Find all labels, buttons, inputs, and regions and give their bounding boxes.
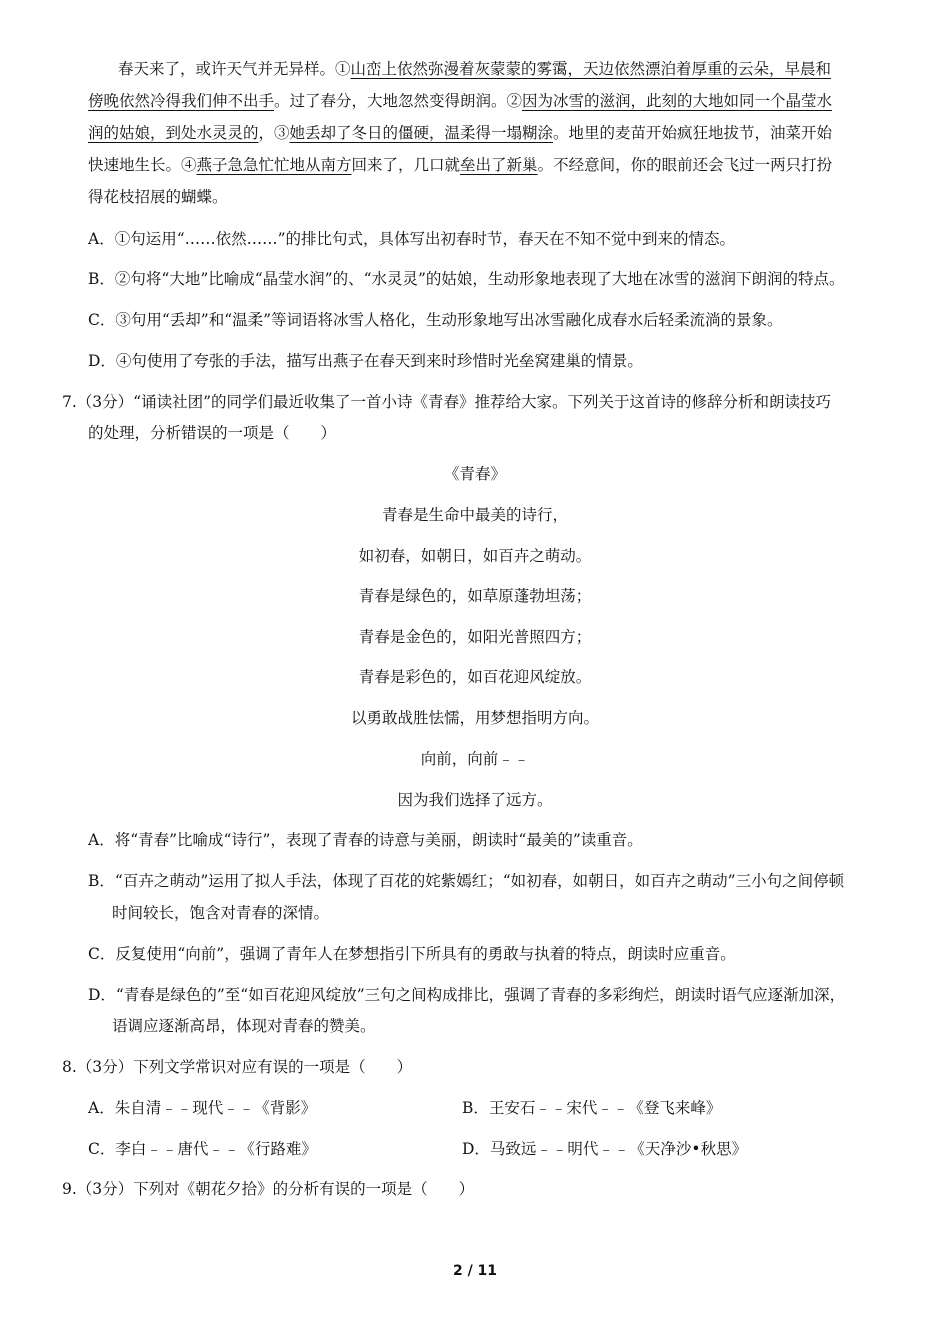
poem-line: 青春是金色的，如阳光普照四方； [358, 628, 592, 646]
underlined-sentence-4b: 垒出了新巢 [460, 156, 538, 174]
q6-option-c: C．③句用“丢却”和“温柔”等词语将冰雪人格化，生动形象地写出冰雪融化成春水后轻柔流淌的景象。 [88, 311, 783, 329]
passage-line-4 [88, 154, 832, 176]
underlined-sentence-4a: 燕子急急忙忙地从南方 [196, 156, 352, 174]
q6-option-d: D．④句使用了夸张的手法，描写出燕子在春天到来时珍惜时光垒窝建巢的情景。 [88, 352, 643, 370]
underlined-sentence-1: 山峦上依然弥漫着灰蒙蒙的雾霭，天边依然漂泊着厚重的云朵，早晨和 [350, 60, 832, 78]
page-number: 2 / 11 [452, 1263, 498, 1279]
q6-option-a: A．①句运用“……依然……”的排比句式，具体写出初春时节，春天在不知不觉中到来的情态。 [88, 230, 736, 248]
q7-option-d: D．“青春是绿色的”至“如百花迎风绽放”三句之间构成排比，强调了青春的多彩绚烂，朗读时语气应逐渐加深， [88, 986, 846, 1004]
q7-option-b: B．“百卉之萌动”运用了拟人手法，体现了百花的姹紫嫣红；“如初春，如朝日，如百卉之萌动”三小句之间停顿 [88, 872, 845, 890]
passage-text: 。不经意间，你的眼前还会飞过一两只打扮 [537, 156, 833, 174]
passage-text: 回来了，几口就 [351, 156, 461, 174]
passage-text: 。过了春分，大地忽然变得朗润。② [274, 92, 523, 110]
passage-line-3 [88, 122, 832, 144]
passage-text: 快速地生长。④ [88, 156, 197, 174]
passage-text: ，③ [258, 124, 290, 142]
q7-stem-cont: 的处理，分析错误的一项是（ ） [88, 424, 337, 442]
q9-stem: 9.（3分）下列对《朝花夕拾》的分析有误的一项是（ ） [62, 1180, 475, 1198]
q8-option-b: B．王安石﹣﹣宋代﹣﹣《登飞来峰》 [462, 1099, 722, 1117]
q7-option-c: C．反复使用“向前”，强调了青年人在梦想指引下所具有的勇敢与执着的特点，朗读时应重音。 [88, 945, 736, 963]
q7-option-d-cont: 语调应逐渐高昂，体现对青春的赞美。 [112, 1017, 376, 1035]
q7-stem: 7.（3分）“诵读社团”的同学们最近收集了一首小诗《青春》推荐给大家。下列关于这首诗的修辞分析和朗读技巧 [62, 393, 832, 411]
passage-text: 。地里的麦苗开始疯狂地拔节，油菜开始 [553, 124, 833, 142]
q8-stem: 8.（3分）下列文学常识对应有误的一项是（ ） [62, 1058, 413, 1076]
passage-line-2 [88, 90, 832, 112]
poem-line: 青春是绿色的，如草原蓬勃坦荡； [358, 587, 592, 605]
q6-option-b: B．②句将“大地”比喻成“晶莹水润”的、“水灵灵”的姑娘，生动形象地表现了大地在冰雪的滋润下朗润的特点。 [88, 270, 845, 288]
q8-option-d: D．马致远﹣﹣明代﹣﹣《天净沙•秋思》 [462, 1140, 748, 1158]
poem-line: 青春是生命中最美的诗行， [381, 506, 568, 524]
underlined-sentence-2-end: 润的姑娘，到处水灵灵的 [88, 124, 259, 142]
underlined-sentence-3: 她丢却了冬日的僵硬，温柔得一塌糊涂 [289, 124, 554, 142]
poem-line: 如初春，如朝日，如百卉之萌动。 [358, 547, 592, 565]
passage-text: 春天来了，或许天气并无异样。① [118, 60, 351, 78]
passage-line-1 [118, 58, 831, 80]
poem-line: 青春是彩色的，如百花迎风绽放。 [358, 668, 592, 686]
q8-option-a: A．朱自清﹣﹣现代﹣﹣《背影》 [88, 1099, 317, 1117]
underlined-sentence-1-end: 傍晚依然冷得我们伸不出手 [88, 92, 275, 110]
q7-option-a: A．将“青春”比喻成“诗行”，表现了青春的诗意与美丽，朗读时“最美的”读重音。 [88, 831, 643, 849]
poem-line: 向前，向前﹣﹣ [420, 750, 530, 768]
underlined-sentence-2: 因为冰雪的滋润，此刻的大地如同一个晶莹水 [522, 92, 833, 110]
q7-option-b-cont: 时间较长，饱含对青春的深情。 [112, 904, 330, 922]
poem-line: 因为我们选择了远方。 [397, 791, 553, 809]
passage-line-5: 得花枝招展的蝴蝶。 [88, 188, 228, 206]
poem-line: 以勇敢战胜怯懦，用梦想指明方向。 [350, 709, 599, 727]
poem-title: 《青春》 [443, 465, 506, 483]
q8-option-c: C．李白﹣﹣唐代﹣﹣《行路难》 [88, 1140, 317, 1158]
